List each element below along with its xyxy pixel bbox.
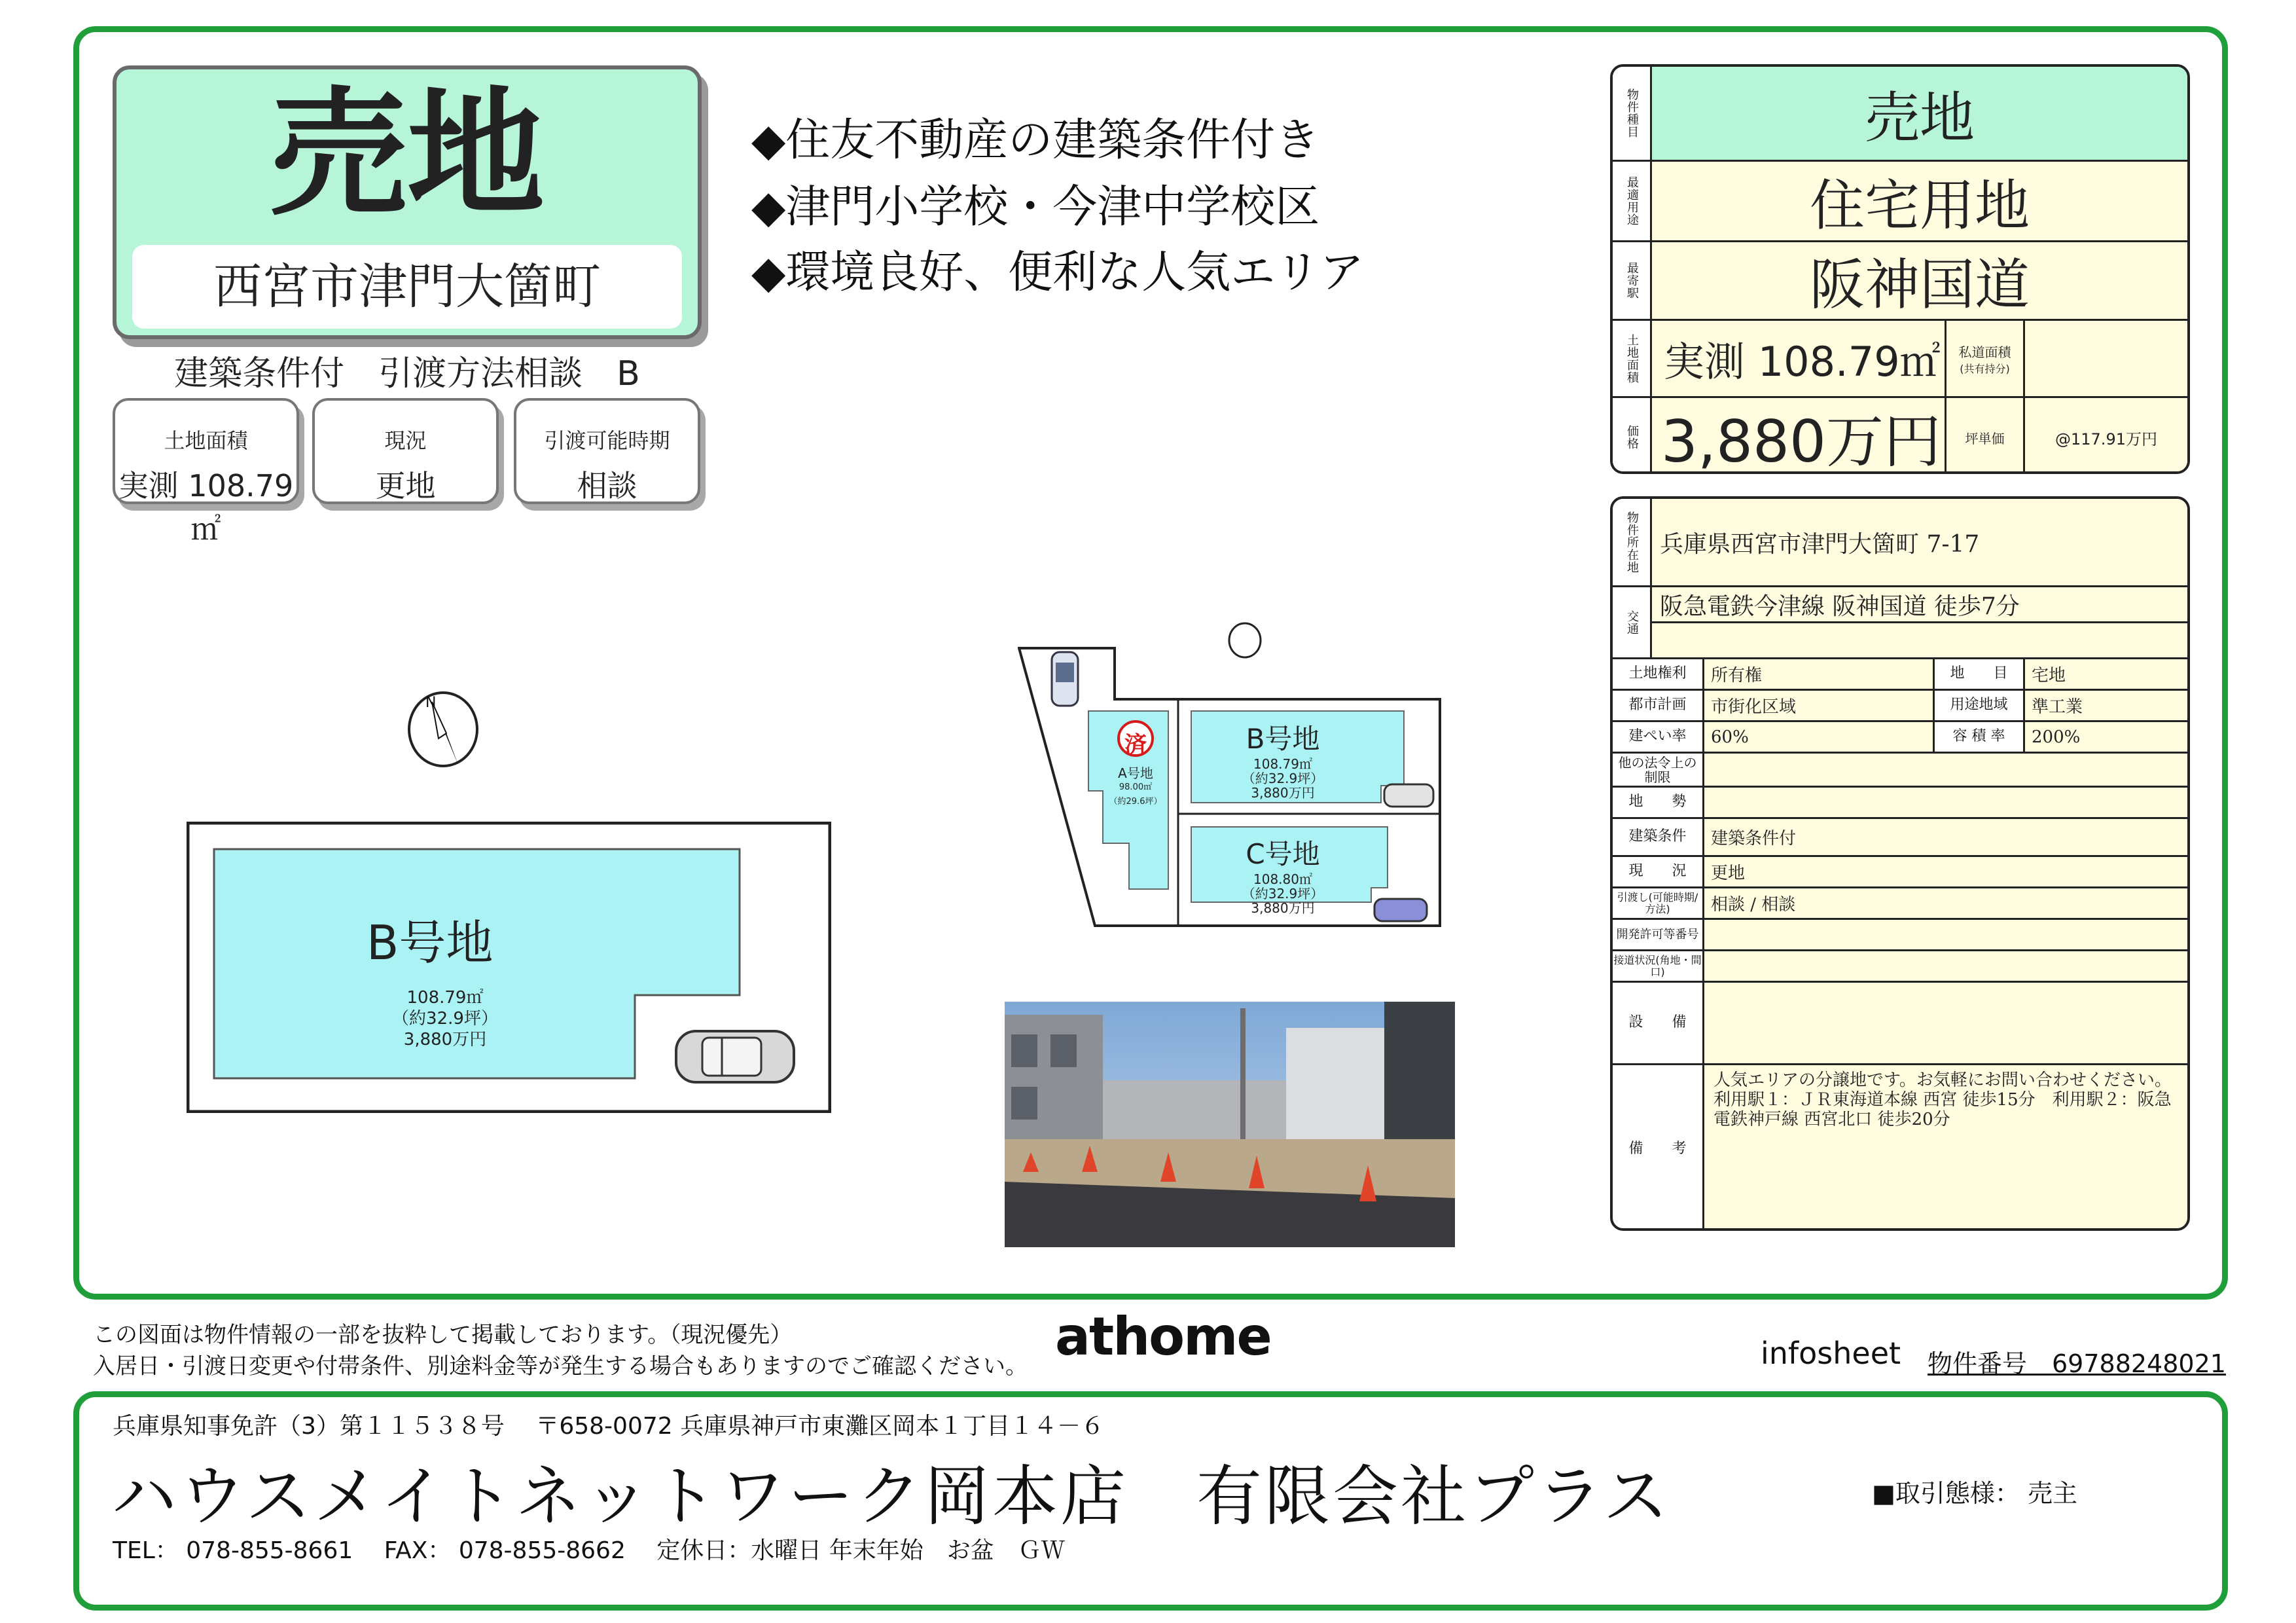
row-label: 設 備 — [1613, 983, 1704, 1063]
row-label: 引渡し(可能時期/方法) — [1613, 888, 1704, 918]
bullet-1: ◆住友不動産の建築条件付き — [751, 115, 1320, 166]
info-box-value: 更地 — [375, 468, 436, 503]
lot-a-area: 98.00㎡ — [1119, 782, 1153, 792]
detail-table — [1610, 496, 2190, 1231]
athome-logo: athome — [1055, 1306, 1271, 1367]
row-value — [1704, 951, 2187, 981]
row-terrain — [1613, 788, 2187, 819]
private-road-sub: (共有持分) — [1960, 362, 2010, 375]
area-value: 実測 108.79㎡ — [1652, 321, 1946, 396]
plan-left-tsubo: （約32.9坪） — [392, 1009, 498, 1029]
row-label: 開発許可等番号 — [1613, 920, 1704, 949]
transport-value: 阪急電鉄今津線 阪神国道 徒歩7分 — [1652, 587, 2187, 623]
row-label: 現 況 — [1613, 857, 1704, 886]
svg-text:N: N — [425, 695, 437, 711]
row-development-permit — [1613, 920, 2187, 951]
bullet-2: ◆津門小学校・今津中学校区 — [751, 181, 1320, 233]
row-status — [1613, 857, 2187, 888]
type-value: 売地 — [1652, 67, 2187, 160]
row-label-2: 地 目 — [1935, 659, 2025, 689]
disclaimer — [93, 1319, 1028, 1382]
row-label: 建築条件 — [1613, 819, 1704, 855]
car-icon — [1384, 784, 1433, 807]
plan-left-area: 108.79㎡ — [406, 988, 484, 1008]
info-box-label: 引渡可能時期 — [544, 428, 670, 453]
lot-b-price: 3,880万円 — [1251, 785, 1315, 801]
row-value — [1704, 920, 2187, 949]
row-value: 市街化区域 — [1704, 691, 1935, 720]
row-value — [1704, 754, 2187, 786]
license-line: 兵庫県知事免許（3）第１１５３８号 〒658-0072 兵庫県神戸市東灘区岡本１丁目１４－６ — [113, 1413, 1105, 1440]
row-city-planning — [1613, 691, 2187, 722]
car-icon — [1374, 899, 1427, 921]
private-road-value — [2025, 321, 2187, 396]
row-value — [1704, 983, 2187, 1063]
lot-c-area: 108.80㎡ — [1253, 871, 1312, 887]
row-handover — [1613, 888, 2187, 920]
private-road-label: 私道面積 — [1958, 344, 2011, 360]
row-type — [1613, 67, 2187, 162]
use-value: 住宅用地 — [1652, 162, 2187, 240]
row-value: 更地 — [1704, 857, 2187, 886]
car-icon — [1052, 652, 1078, 706]
row-label: 他の法令上の制限 — [1613, 754, 1704, 786]
lot-b-details — [1204, 718, 1361, 800]
lot-c-price: 3,880万円 — [1251, 900, 1315, 916]
row-use — [1613, 162, 2187, 242]
row-transport — [1613, 587, 2187, 659]
car-icon — [676, 1031, 794, 1082]
station-value: 阪神国道 — [1652, 242, 2187, 319]
row-legal-restrictions — [1613, 754, 2187, 788]
row-building-condition — [1613, 819, 2187, 857]
row-value-2: 200% — [2025, 722, 2187, 752]
row-area — [1613, 321, 2187, 398]
transport-value-2 — [1652, 623, 2187, 657]
plan-left-price: 3,880万円 — [403, 1030, 487, 1049]
info-box-label: 現況 — [384, 428, 427, 453]
row-label: 地 勢 — [1613, 788, 1704, 817]
property-number: 物件番号 69788248021 — [1928, 1349, 2226, 1378]
price-value: 3,880万円 — [1652, 398, 1946, 474]
info-box-status — [312, 398, 499, 504]
row-station — [1613, 242, 2187, 321]
row-label: 交通 — [1613, 587, 1652, 657]
transport-cells — [1652, 587, 2187, 657]
row-label: 最寄駅 — [1613, 242, 1652, 319]
info-box-land-area — [113, 398, 299, 547]
row-label: 都市計画 — [1613, 691, 1704, 720]
site-photo — [1005, 1002, 1455, 1247]
row-value-2: 宅地 — [2025, 659, 2187, 689]
contact-line: TEL： 078-855-8661 FAX： 078-855-8662 定休日：水曜日 年末年始 お盆 ＧＷ — [113, 1537, 1065, 1564]
row-label: 最適用途 — [1613, 162, 1652, 240]
lot-a-details — [1100, 766, 1172, 809]
row-coverage — [1613, 722, 2187, 754]
row-label: 接道状況(角地・間口) — [1613, 951, 1704, 981]
remarks-value: 人気エリアの分譲地です。お気軽にお問い合わせください。利用駅１：ＪＲ東海道本線 西宮 徒歩15分 利用駅２：阪急電鉄神戸線 西宮北口 徒歩20分 — [1704, 1065, 2187, 1231]
row-label-2: 用途地域 — [1935, 691, 2025, 720]
row-label: 備 考 — [1613, 1065, 1704, 1231]
unit-price-value: @117.91万円 — [2025, 398, 2187, 474]
row-price — [1613, 398, 2187, 474]
title-address: 西宮市津門大箇町 — [132, 245, 682, 329]
disclaimer-line-2: 入居日・引渡日変更や付帯条件、別途料金等が発生する場合もありますのでご確認ください。 — [93, 1353, 1028, 1379]
row-remarks — [1613, 1065, 2187, 1231]
plan-left-lot-name: B号地 — [367, 915, 493, 970]
row-label: 建ぺい率 — [1613, 722, 1704, 752]
title-heading: 売地 — [269, 74, 545, 234]
plan-left-details — [367, 987, 524, 1050]
row-road-access — [1613, 951, 2187, 983]
trade-type: ■取引態様： 売主 — [1872, 1479, 2077, 1508]
row-value: 所有権 — [1704, 659, 1935, 689]
lot-c-details — [1204, 833, 1361, 915]
row-value-2: 準工業 — [2025, 691, 2187, 720]
row-label: 土地権利 — [1613, 659, 1704, 689]
lot-c-name: C号地 — [1246, 838, 1320, 870]
lot-a-sold-mark: 済 — [1124, 732, 1147, 758]
row-value: 相談 / 相談 — [1704, 888, 2187, 918]
disclaimer-line-1: この図面は物件情報の一部を抜粋して掲載しております。（現況優先） — [93, 1322, 793, 1348]
location-value: 兵庫県西宮市津門大箇町 7-17 — [1652, 499, 2187, 585]
lot-b-name: B号地 — [1246, 723, 1320, 755]
row-label: 物件所在地 — [1613, 499, 1652, 585]
summary-table — [1610, 64, 2190, 474]
bullet-3: ◆環境良好、便利な人気エリア — [751, 247, 1365, 299]
info-box-handover — [514, 398, 700, 504]
company-name: ハウスメイトネットワーク岡本店 有限会社プラス — [111, 1458, 1671, 1535]
row-label: 土地面積 — [1613, 321, 1652, 396]
row-facilities — [1613, 983, 2187, 1065]
row-location — [1613, 499, 2187, 587]
infosheet-label: infosheet — [1761, 1336, 1901, 1371]
info-box-value: 実測 108.79㎡ — [118, 468, 294, 547]
row-value — [1704, 788, 2187, 817]
conditions-line: 建築条件付 引渡方法相談 B — [174, 354, 640, 393]
lot-b-area: 108.79㎡ — [1253, 756, 1312, 772]
row-value: 60% — [1704, 722, 1935, 752]
row-label: 物件種目 — [1613, 67, 1652, 160]
lot-a-tsubo: （約29.6坪） — [1109, 797, 1162, 807]
unit-price-label: 坪単価 — [1946, 398, 2025, 474]
lot-a-name: A号地 — [1118, 765, 1153, 781]
lot-b-tsubo: （約32.9坪） — [1242, 771, 1324, 786]
row-value: 建築条件付 — [1704, 819, 2187, 855]
info-box-label: 土地面積 — [164, 428, 248, 453]
info-box-value: 相談 — [577, 468, 637, 503]
row-land-rights — [1613, 659, 2187, 691]
title-card — [113, 65, 702, 339]
row-label-2: 容 積 率 — [1935, 722, 2025, 752]
row-label: 価格 — [1613, 398, 1652, 474]
private-road-cell — [1946, 321, 2025, 396]
lot-c-tsubo: （約32.9坪） — [1242, 886, 1324, 902]
compass-icon — [406, 687, 481, 769]
lot-b-plan — [187, 822, 831, 1113]
